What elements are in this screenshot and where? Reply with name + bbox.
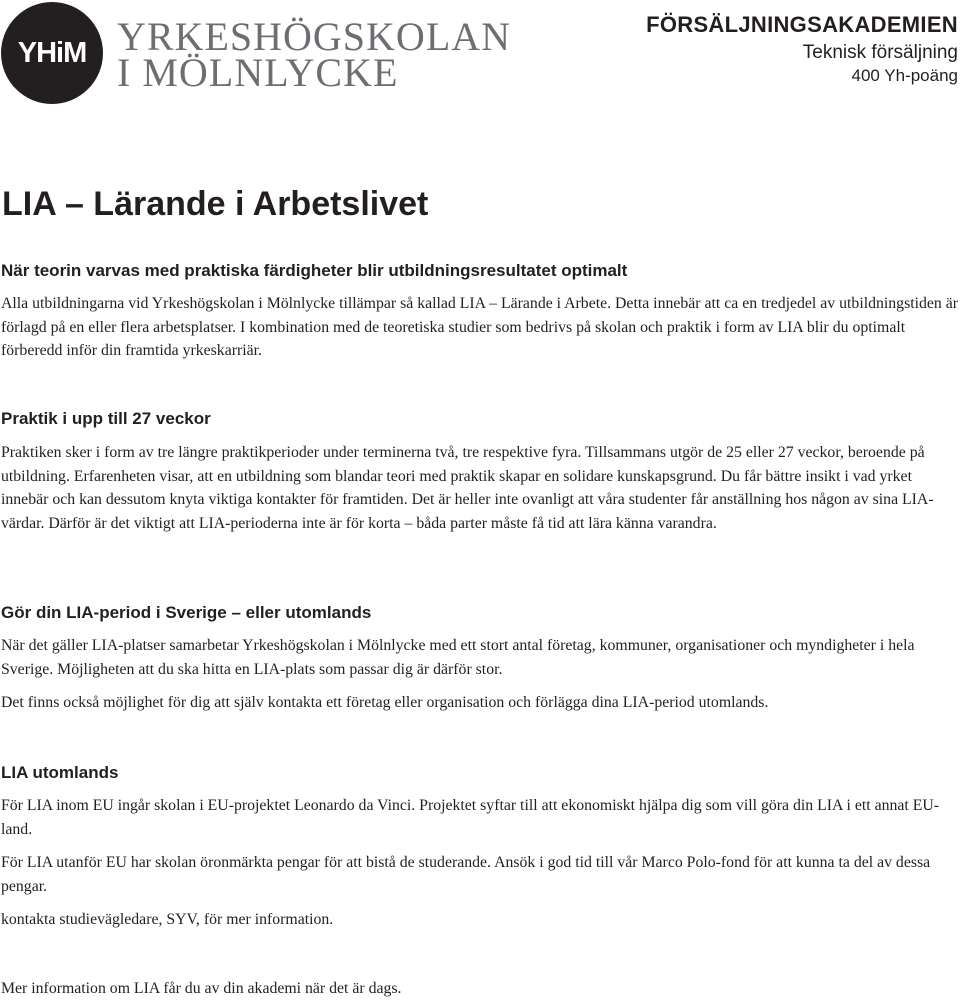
program-points: 400 Yh-poäng	[851, 66, 958, 85]
section-heading-utomlands: LIA utomlands	[1, 763, 119, 782]
logo-badge	[1, 2, 103, 104]
page-title: LIA – Lärande i Arbetslivet	[2, 185, 429, 223]
logo-mark: YHiM	[17, 36, 87, 69]
section-paragraph: För LIA inom EU ingår skolan i EU-projektet Leonardo da Vinci. Projektet syftar till att ekonomiskt hjälpa dig som vill göra din LIA i ett annat EU-land.	[1, 797, 940, 838]
section-paragraph: Alla utbildningarna vid Yrkeshögskolan i Mölnlycke tillämpar så kallad LIA – Lärande i Arbete. Detta innebär att ca en tredjedel av utbildningstiden är förlagd på en eller flera arbetsplatser. I kombination med de teoretiska studier som bedrivs på skolan och praktik i form av LIA blir du optimalt förberedd inför din framtida yrkeskarriär.	[1, 295, 959, 359]
section-heading-intro: När teorin varvas med praktiska färdigheter blir utbildningsresultatet optimalt	[1, 261, 628, 280]
school-name-line2: I MÖLNLYCKE	[117, 50, 399, 95]
school-logo	[0, 0, 512, 105]
program-info	[646, 14, 958, 84]
section-heading-praktik: Praktik i upp till 27 veckor	[1, 409, 211, 428]
program-name: Teknisk försäljning	[802, 42, 958, 63]
footer-note: Mer information om LIA får du av din akademi när det är dags.	[1, 980, 402, 997]
section-paragraph: När det gäller LIA-platser samarbetar Yrkeshögskolan i Mölnlycke med ett stort antal företag, kommuner, organisationer och myndigheter i hela Sverige. Möjligheten att du ska hitta en LIA-plats som passar dig är därför stor.	[1, 637, 915, 678]
school-name-line1: YRKESHÖGSKOLAN	[117, 14, 512, 59]
section-paragraph: Det finns också möjlighet för dig att själv kontakta ett företag eller organisation och förlägga dina LIA-period utomlands.	[1, 694, 769, 711]
academy-name: FÖRSÄLJNINGSAKADEMIEN	[646, 12, 958, 37]
section-paragraph: kontakta studievägledare, SYV, för mer information.	[1, 911, 334, 928]
section-paragraph: För LIA utanför EU har skolan öronmärkta pengar för att bistå de studerande. Ansök i god tid till vår Marco Polo-fond för att kunna ta del av dessa pengar.	[1, 854, 931, 895]
section-paragraph: Praktiken sker i form av tre längre praktikperioder under terminerna två, tre respektive fyra. Tillsammans utgör de 25 eller 27 veckor, beroende på utbildning. Erfarenheten visar, att en utbildning som blandar teori med praktik skapar en solidare kunskapsgrund. Du får bättre insikt i vad yrket innebär och kan dessutom knyta viktiga kontakter för framtiden. Det är heller inte ovanligt att våra studenter får anställning hos någon av sina LIA-värdar. Därför är det viktigt att LIA-perioderna inte är för korta – båda parter måste få tid att lära känna varandra.	[1, 444, 934, 532]
section-heading-sverige: Gör din LIA-period i Sverige – eller utomlands	[1, 603, 372, 622]
